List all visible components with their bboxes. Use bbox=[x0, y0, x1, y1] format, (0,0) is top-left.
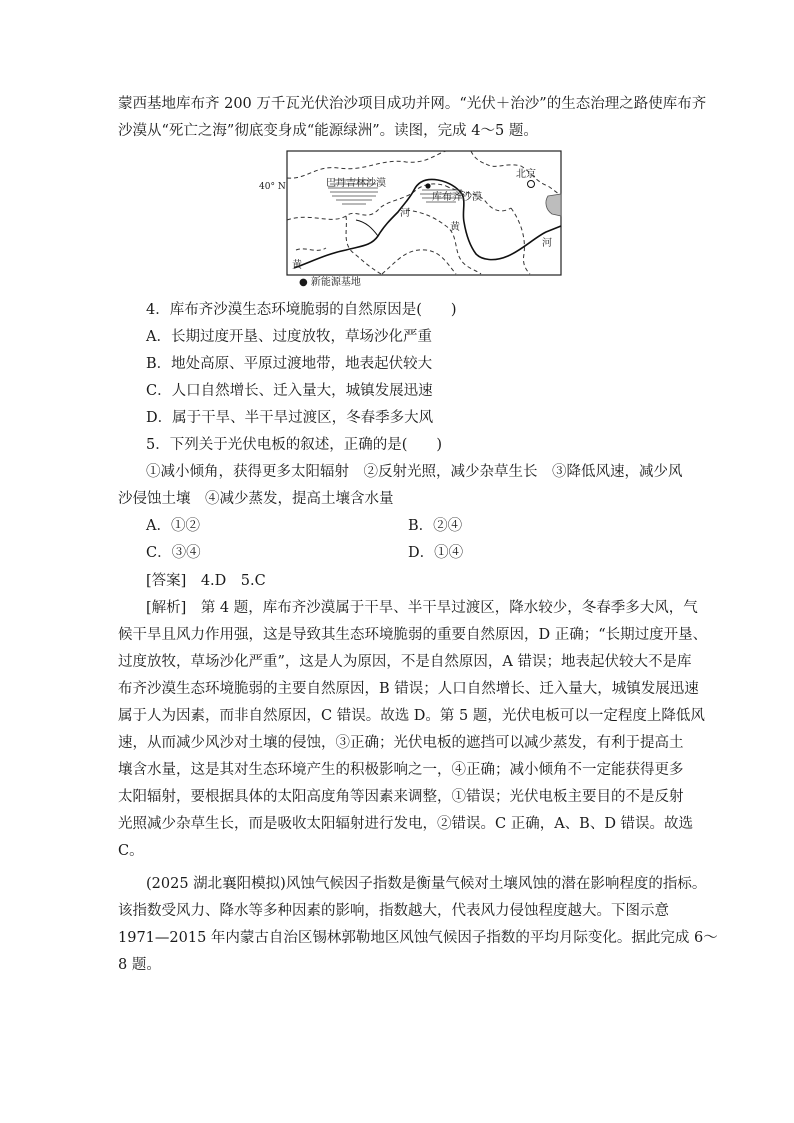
desert-label-badain: 巴丹吉林沙漠 bbox=[326, 178, 386, 189]
next-intro-line: 该指数受风力、降水等多种因素的影响，指数越大，代表风力侵蚀程度越大。下图示意 bbox=[118, 903, 669, 919]
energy-base-marker bbox=[425, 183, 430, 188]
beijing-marker bbox=[528, 181, 535, 188]
map-figure bbox=[259, 150, 562, 276]
analysis-line: 速，从而减少风沙对土壤的侵蚀，③正确；光伏电板的遮挡可以减少蒸发，有利于提高土 bbox=[118, 735, 684, 751]
river-label-he-2: 河 bbox=[542, 238, 552, 249]
analysis-line: 壤含水量，这是其对生态环境产生的积极影响之一，④正确；减小倾角不一定能获得更多 bbox=[118, 762, 684, 778]
q5-stem: 5．下列关于光伏电板的叙述，正确的是( ) bbox=[146, 437, 443, 453]
q4-option-b: B．地处高原、平原过渡地带，地表起伏较大 bbox=[146, 356, 433, 372]
analysis-line: [解析] 第 4 题，库布齐沙漠属于干旱、半干旱过渡区，降水较少，冬春季多大风，气 bbox=[146, 600, 698, 616]
q4-option-a: A．长期过度开垦、过度放牧，草场沙化严重 bbox=[146, 329, 432, 345]
beijing-label: 北京 bbox=[516, 169, 536, 180]
next-intro-line: 1971—2015 年内蒙古自治区锡林郭勒地区风蚀气候因子指数的平均月际变化。据此完成 6～ bbox=[118, 930, 718, 946]
analysis-line: 属于人为因素，而非自然原因，C 错误。故选 D。第 5 题，光伏电板可以一定程度上降低风 bbox=[118, 708, 705, 724]
intro-line-2: 沙漠从“死亡之海”彻底变身成“能源绿洲”。读图，完成 4～5 题。 bbox=[118, 123, 538, 139]
q5-option-b: B．②④ bbox=[408, 518, 463, 534]
map-legend: ● 新能源基地 bbox=[299, 277, 361, 288]
river-label-huang-2: 黄 bbox=[292, 260, 302, 271]
q5-statements-line-1: ①减小倾角，获得更多太阳辐射 ②反射光照，减少杂草生长 ③降低风速，减少风 bbox=[146, 464, 683, 480]
q4-option-c: C．人口自然增长、迁入量大，城镇发展迅速 bbox=[146, 383, 433, 399]
river-label-huang-1: 黄 bbox=[450, 222, 460, 233]
q5-option-d: D．①④ bbox=[408, 545, 464, 561]
analysis-line: 过度放牧，草场沙化严重”，这是人为原因，不是自然原因，A 错误；地表起伏较大不是库 bbox=[118, 654, 692, 670]
analysis-line: 布齐沙漠生态环境脆弱的主要自然原因，B 错误；人口自然增长、迁入量大，城镇发展迅速 bbox=[118, 681, 699, 697]
river-label-he-1: 河 bbox=[400, 208, 410, 219]
q4-option-d: D．属于干旱、半干旱过渡区，冬春季多大风 bbox=[146, 410, 434, 426]
q4-stem: 4．库布齐沙漠生态环境脆弱的自然原因是( ) bbox=[146, 302, 457, 318]
map-svg bbox=[259, 150, 562, 276]
next-intro-line: (2025 湖北襄阳模拟)风蚀气候因子指数是衡量气候对土壤风蚀的潜在影响程度的指标。 bbox=[146, 876, 707, 892]
answer-line: [答案] 4.D 5.C bbox=[146, 573, 266, 589]
analysis-line: C。 bbox=[118, 843, 144, 859]
next-intro-line: 8 题。 bbox=[118, 957, 161, 973]
q5-option-a: A．①② bbox=[146, 518, 200, 534]
q5-statements-line-2: 沙侵蚀土壤 ④减少蒸发，提高土壤含水量 bbox=[118, 491, 394, 507]
analysis-line: 太阳辐射，要根据具体的太阳高度角等因素来调整，①错误；光伏电板主要目的不是反射 bbox=[118, 789, 684, 805]
analysis-line: 候干旱且风力作用强，这是导致其生态环境脆弱的重要自然原因，D 正确；“长期过度开垦、 bbox=[118, 627, 708, 643]
desert-label-kubuqi: 库布齐沙漠 bbox=[432, 192, 482, 203]
latitude-label: 40° N bbox=[259, 182, 286, 192]
intro-line-1: 蒙西基地库布齐 200 万千瓦光伏治沙项目成功并网。“光伏＋治沙”的生态治理之路使库布齐 bbox=[118, 96, 707, 112]
q5-option-c: C．③④ bbox=[146, 545, 201, 561]
analysis-line: 光照减少杂草生长，而是吸收太阳辐射进行发电，②错误。C 正确，A、B、D 错误。故选 bbox=[118, 816, 694, 832]
